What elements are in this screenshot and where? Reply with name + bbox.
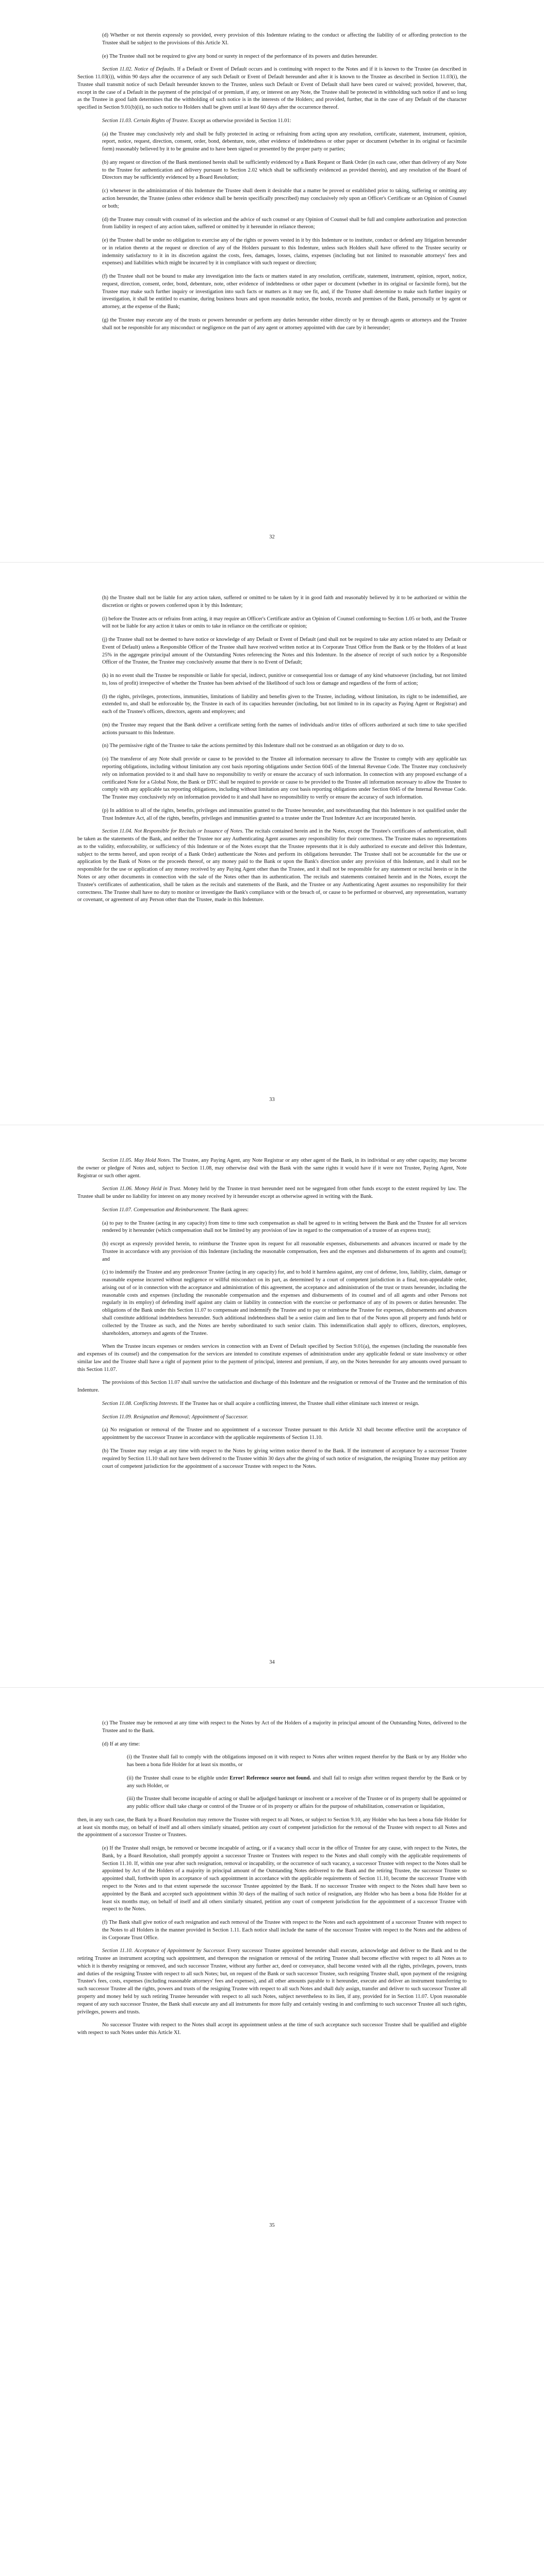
paragraph [77, 1220, 467, 1235]
page-number: 34 [269, 1659, 275, 1666]
page-number: 32 [269, 534, 275, 540]
paragraph-text: Except as otherwise provided in Section 11.01: [189, 117, 291, 124]
paragraph-text: The Bank agrees: [210, 1207, 249, 1213]
paragraph [77, 1379, 467, 1395]
paragraph [77, 1414, 467, 1421]
paragraph-text: and shall fail to resign after written request therefor by the Bank or by any such Holder, or [127, 1775, 467, 1789]
document-page [0, 1125, 544, 1688]
paragraph [77, 53, 467, 61]
paragraph-text: (g) the Trustee may execute any of the trusts or powers hereunder or perform any duties hereunder either directly or by or through agents or attorneys and the Trustee shall not be responsible for any misconduct or negligence on the part of any agent or attorney appointed with due care by it hereunder; [102, 317, 467, 331]
paragraph [77, 2022, 467, 2037]
paragraph-text: (b) The Trustee may resign at any time with respect to the Notes by giving written notice thereof to the Bank. If the instrument of acceptance by a successor Trustee required by Section 11.10 shall not have been delivered to the Trustee within 30 days after the giving of such notice of resignation, the resigning Trustee may petition any court of competent jurisdiction for the appointment of a successor Trustee with respect to the Notes. [102, 1448, 467, 1469]
paragraph [77, 693, 467, 716]
paragraph-text: then, in any such case, the Bank by a Board Resolution may remove the Trustee with respect to all Notes, or subject to Section 9.10, any Holder who has been a bona fide Holder for at least six months may, on behalf of itself and all others similarly situated, petition any court of competent jurisdiction for the removal of the Trustee with respect to all Notes and the appointment of a successor Trustee or Trustees. [77, 1817, 467, 1838]
paragraph [77, 317, 467, 332]
paragraph-text: (h) the Trustee shall not be liable for any action taken, suffered or omitted to be taken by it in good faith and reasonably believed by it to be authorized or within the discretion or rights or powers conferred upon it by this Indenture; [102, 595, 467, 608]
section-heading: Section 11.05. May Hold Notes. [102, 1158, 171, 1163]
paragraph [77, 1269, 467, 1337]
section-heading: Section 11.09. Resignation and Removal; Appointment of Successor. [102, 1414, 249, 1420]
page-number: 35 [269, 2223, 275, 2229]
paragraph [77, 1343, 467, 1374]
document-page [0, 0, 544, 563]
paragraph [77, 828, 467, 904]
paragraph-text: (c) whenever in the administration of this Indenture the Trustee shall deem it desirable that a matter be proved or established prior to taking, suffering or omitting any action hereunder, the Trustee (unless other evidence shall be herein specifically prescribed) may conclusively rely upon an Officer's Certificate or an Opinion of Counsel or both; [102, 188, 467, 209]
paragraph [77, 1241, 467, 1263]
paragraph-text: (d) If at any time: [102, 1741, 140, 1747]
paragraph [77, 66, 467, 112]
document-page [0, 563, 544, 1125]
paragraph [77, 1157, 467, 1180]
paragraph [77, 616, 467, 631]
paragraph-text: (c) to indemnify the Trustee and any predecessor Trustee (acting in any capacity) for, and to hold it harmless against, any cost of defense, loss, liability, claim, damage or reasonable expense incurred without negligence or willful misconduct on its part, as determined by a court of competent jurisdiction in a final, non-appealable order, arising out of or in connection with the acceptance and administration of this agreement, the acceptance and administration of the trust or trusts hereunder, including the reasonable costs and expenses (including the reasonable compensation and the expenses and disbursements of its counsel and of all agents and other Persons not regularly in its employ) of defending itself against any claim or liability in connection with the exercise or performance of any of its powers or duties hereunder. The obligations of the Bank under this Section 11.07 to compensate and indemnify the Trustee and to pay or reimburse the Trustee for expenses, disbursements and advances shall constitute additional indebtedness hereunder. Such additional indebtedness shall be a senior claim and lien to that of the Notes upon all property and funds held or collected by the Trustee as such, and the Notes are hereby subordinated to such senior claim. This indemnification shall apply to officers, directors, employees, shareholders, attorneys and agents of the Trustee. [102, 1269, 467, 1336]
paragraph-text: The provisions of this Section 11.07 shall survive the satisfaction and discharge of this Indenture and the resignation or removal of the Trustee and the termination of this Indenture. [77, 1380, 467, 1394]
paragraph-text: (a) the Trustee may conclusively rely and shall be fully protected in acting or refraining from acting upon any resolution, certificate, statement, instrument, opinion, report, notice, request, direction, consent, order, bond, debenture, note, other evidence of indebtedness or other paper or document (whether in its original or facsimile form) reasonably believed by it to be genuine and to have been signed or presented by the proper party or parties; [102, 131, 467, 152]
paragraph-text: (i) before the Trustee acts or refrains from acting, it may require an Officer's Certificate and/or an Opinion of Counsel conforming to Section 1.05 or both, and the Trustee will not be liable for any action it takes or omits to take in reliance on the certificate or opinion; [102, 616, 467, 630]
paragraph [77, 188, 467, 210]
paragraph-text: (k) in no event shall the Trustee be responsible or liable for special, indirect, punitive or consequential loss or damage of any kind whatsoever (including, but not limited to, loss of profit) irrespective of whether the Trustee has been advised of the likelihood of such loss or damage and regardless of the form of action; [102, 673, 467, 686]
paragraph-text: (i) the Trustee shall fail to comply with the obligations imposed on it with respect to Notes after written request therefor by the Bank or by any Holder who has been a bona fide Holder for at least six months, or [127, 1754, 467, 1768]
paragraph [77, 1448, 467, 1470]
paragraph-text: (a) No resignation or removal of the Trustee and no appointment of a successor Trustee pursuant to this Article XI shall become effective until the acceptance of appointment by the successor Trustee in accordance with the applicable requirements of Section 11.10. [102, 1427, 467, 1441]
paragraph [77, 1741, 467, 1749]
section-heading: Section 11.02. Notice of Defaults. [102, 66, 176, 73]
paragraph [77, 159, 467, 182]
paragraph [77, 1720, 467, 1735]
section-heading: Section 11.08. Conflicting Interests. [102, 1400, 179, 1406]
section-heading: Section 11.06. Money Held in Trust. [102, 1186, 182, 1192]
paragraph-text: (b) any request or direction of the Bank mentioned herein shall be sufficiently evidenced by a Bank Request or Bank Order (in each case, other than delivery of any Note to the Trustee for authentication and delivery pursuant to Section 2.02 which shall be sufficiently evidenced as provided therein), and any resolution of the Board of Directors may be sufficiently evidenced by a Board Resolution; [102, 159, 467, 181]
paragraph-text: (f) the Trustee shall not be bound to make any investigation into the facts or matters stated in any resolution, certificate, statement, instrument, opinion, report, notice, request, direction, consent, order, bond, debenture, note, other evidence of indebtedness or other paper or document (whether in its original or facsimile form), but the Trustee may make such further inquiry or investigation into such facts or matters as it may see fit, and, if the Trustee shall determine to make such further inquiry or investigation, it shall be entitled to examine, during business hours and upon reasonable notice, the books, records and premises of the Bank, personally or by agent or attorney, at the expense of the Bank; [102, 274, 467, 310]
paragraph-text: (m) the Trustee may request that the Bank deliver a certificate setting forth the names of individuals and/or titles of officers authorized at such time to take specified actions pursuant to this Indenture. [102, 722, 467, 736]
section-heading: Section 11.07. Compensation and Reimbursement. [102, 1207, 210, 1213]
paragraph [77, 131, 467, 154]
reference-error: Error! Reference source not found. [229, 1775, 311, 1781]
paragraph-text: (c) The Trustee may be removed at any time with respect to the Notes by Act of the Holders of a majority in principal amount of the Outstanding Notes, delivered to the Trustee and to the Bank. [102, 1720, 467, 1734]
paragraph-text: (b) except as expressly provided herein, to reimburse the Trustee upon its request for all reasonable expenses, disbursements and advances incurred or made by the Trustee in accordance with any provision of this Indenture (including the reasonable compensation, fees and the expenses and disbursements of its agents and counsel); and [102, 1241, 467, 1262]
paragraph-text: The recitals contained herein and in the Notes, except the Trustee's certificates of authentication, shall be taken as the statements of the Bank, and neither the Trustee nor any Authenticating Agent assumes any responsibility for their correctness. The Trustee makes no representations as to the validity, enforceability, or sufficiency of this Indenture or of the Notes except that the Trustee represents that it is duly authorized to execute and deliver this Indenture, subject to the terms hereof, and upon receipt of a Bank Order) authenticate the Notes and perform its obligations hereunder. The Trustee shall not be accountable for the use or application by the Bank of Notes or the proceeds thereof, or any money paid to the Bank or upon the Bank's direction under any provision of this Indenture, and it shall not be responsible for the use or application of any money received by any Paying Agent other than the Trustee, and it shall not be responsible for any statement or recital herein or in the Notes or any other documents in connection with the sale of the Notes other than its authentication. The recitals and statements contained herein and in the Notes, except the Trustee's certificates of authentication, shall be taken as the recitals and statements of the Bank, and the Trustee or any Authenticating Agent assumes no responsibility for their correctness. The Trustee shall have no duty to monitor or investigate the Bank's compliance with or the breach of, or cause to be performed or observed, any representation, warranty or covenant, or agreement of any Person other than the Trustee, made in this Indenture. [77, 828, 467, 903]
paragraph-text: (f) The Bank shall give notice of each resignation and each removal of the Trustee with respect to the Notes and each appointment of a successor Trustee with respect to the Notes to all Holders in the manner provided in Section 1.11. Each notice shall include the name of the successor Trustee with respect to the Notes and the address of its Corporate Trust Office. [102, 1920, 467, 1941]
paragraph-text: (p) In addition to all of the rights, benefits, privileges and immunities granted to the Trustee hereunder, and notwithstanding that this Indenture is not qualified under the Trust Indenture Act, all of the rights, benefits, privileges and immunities granted to a trustee under the Trust Indenture Act are incorporated herein. [102, 807, 467, 821]
paragraph-text: Money held by the Trustee in trust hereunder need not be segregated from other funds except to the extent required by law. The Trustee shall be under no liability for interest on any money received by it hereunder except as otherwise agreed in writing with the Bank. [77, 1186, 467, 1200]
paragraph-text: (d) Whether or not therein expressly so provided, every provision of this Indenture relating to the conduct or affecting the liability of or affording protection to the Trustee shall be subject to the provisions of this Article XI. [102, 32, 467, 46]
paragraph-text: (e) If the Trustee shall resign, be removed or become incapable of acting, or if a vacancy shall occur in the office of Trustee for any cause, with respect to the Notes, the Bank, by a Board Resolution, shall promptly appoint a successor Trustee or Trustees with respect to the Notes and shall comply with the applicable requirements of Section 11.10. If, within one year after such resignation, removal or incapability, or the occurrence of such vacancy, a successor Trustee with respect to the Notes shall be appointed by Act of the Holders of a majority in principal amount of the Outstanding Notes delivered to the Bank and the retiring Trustee, the successor Trustee so appointed shall, forthwith upon its acceptance of such appointment in accordance with the applicable requirements of Section 11.10, become the successor Trustee with respect to the Notes and to that extent supersede the successor Trustee appointed by the Bank. If no successor Trustee with respect to the Notes shall have been so appointed by the Bank and accepted such appointment within 30 days of the mailing of such notice of resignation, any Holder who has been a bona fide Holder for at least six months may, on behalf of itself and all others similarly situated, petition any court of competent jurisdiction for the appointment of a successor Trustee with respect to the Notes. [102, 1845, 467, 1912]
paragraph-text: No successor Trustee with respect to the Notes shall accept its appointment unless at the time of such acceptance such successor Trustee shall be qualified and eligible with respect to such Notes under this Article XI. [77, 2022, 467, 2036]
paragraph-text: (iii) the Trustee shall become incapable of acting or shall be adjudged bankrupt or insolvent or a receiver of the Trustee or of its property shall be appointed or any public officer shall take charge or control of the Trustee or of its property or affairs for the purpose of rehabilitation, conservation or liquidation, [127, 1796, 467, 1810]
paragraph [77, 1400, 467, 1408]
paragraph [77, 756, 467, 802]
paragraph-text: (j) the Trustee shall not be deemed to have notice or knowledge of any Default or Event of Default (and shall not be required to take any action related to any Default or Event of Default) unless a Responsible Officer of the Trustee shall have received written notice at its Corporate Trust Office from the Bank or by the Holders of at least 25% in the aggregate principal amount of the Outstanding Notes referencing the Notes and this Indenture. In the absence of receipt of such notice by a Responsible Officer of the Trustee, the Trustee may conclusively assume that there is no Event of Default; [102, 637, 467, 666]
paragraph [77, 1207, 467, 1214]
paragraph [77, 722, 467, 737]
paragraph [77, 742, 467, 750]
paragraph [77, 216, 467, 232]
paragraph [77, 1795, 467, 1811]
page-number: 33 [269, 1097, 275, 1103]
section-heading: Section 11.10. Acceptance of Appointment by Successor. [102, 1948, 226, 1954]
paragraph-text: (a) to pay to the Trustee (acting in any capacity) from time to time such compensation as shall be agreed to in writing between the Bank and the Trustee for all services rendered by it hereunder (which compensation shall not be limited by any provision of law in regard to the compensation of a trustee of an express trust); [102, 1220, 467, 1234]
paragraph [77, 1775, 467, 1790]
section-heading: Section 11.04. Not Responsible for Recitals or Issuance of Notes. [102, 828, 244, 835]
paragraph [77, 1427, 467, 1442]
section-heading: Section 11.03. Certain Rights of Trustee. [102, 117, 189, 124]
paragraph-text: The Trustee, any Paying Agent, any Note Registrar or any other agent of the Bank, in its individual or any other capacity, may become the owner or pledgee of Notes and, subject to Section 11.08, may otherwise deal with the Bank with the same rights it would have if it were not Trustee, Paying Agent, Note Registrar or such other agent. [77, 1158, 467, 1179]
paragraph [77, 32, 467, 47]
paragraph [77, 117, 467, 125]
paragraph-text: (n) The permissive right of the Trustee to take the actions permitted by this Indenture shall not be construed as an obligation or duty to do so. [102, 743, 404, 749]
document-page [0, 1688, 544, 2250]
paragraph [77, 273, 467, 311]
paragraph-text: (e) the Trustee shall be under no obligation to exercise any of the rights or powers vested in it by this Indenture or to institute, conduct or defend any litigation hereunder or in relation thereto at the request or direction of any of the Holders pursuant to this Indenture, unless such Holders shall have offered to the Trustee security or indemnity satisfactory to it in its discretion against the costs, fees, damages, losses, claims, expenses (including but not limited to reasonable attorneys' fees and expenses) and liabilities which might be incurred by it in compliance with such request or direction; [102, 238, 467, 266]
paragraph-text: If the Trustee has or shall acquire a conflicting interest, the Trustee shall either eliminate such interest or resign. [178, 1400, 419, 1406]
paragraph [77, 1817, 467, 1839]
paragraph-text: (e) The Trustee shall not be required to give any bond or surety in respect of the performance of its powers and duties hereunder. [102, 53, 378, 59]
paragraph [77, 1185, 467, 1201]
paragraph [77, 237, 467, 267]
paragraph-text: (o) The transferor of any Note shall provide or cause to be provided to the Trustee all information necessary to allow the Trustee to comply with any applicable tax reporting obligations, including without limitation any cost basis reporting obligations under Section 6045 of the Internal Revenue Code. The Trustee may conclusively rely on information provided to it and shall have no responsibility to verify or ensure the accuracy of such information. In connection with any proposed exchange of a certificated Note for a Global Note, the Bank or DTC shall be required to provide or cause to be provided to the Trustee all information necessary to allow the Trustee to comply with any applicable tax reporting obligations, including without limitation any cost basis reporting obligations under Section 6045 of the Internal Revenue Code. The Trustee may conclusively rely on information provided to it and shall have no responsibility to verify or ensure the accuracy of such information. [102, 756, 467, 801]
paragraph [77, 636, 467, 667]
paragraph [77, 807, 467, 823]
paragraph [77, 672, 467, 688]
paragraph [77, 1919, 467, 1942]
paragraph-text: (d) the Trustee may consult with counsel of its selection and the advice of such counsel or any Opinion of Counsel shall be full and complete authorization and protection from liability in respect of any action taken, suffered or omitted by it hereunder in reliance thereon; [102, 216, 467, 230]
paragraph-text: If a Default or Event of Default occurs and is continuing with respect to the Notes and if it is known to the Trustee (as described in Section 11.03(i)), within 90 days after the occurrence of any such Default or Event of Default hereunder and after it is known to the Trustee as described in Section 11.03(i), the Trustee shall transmit notice of such Default hereunder known to the Trustee, unless such Default or Event of Default shall have been cured or waived; provided, however, that, except in the case of a Default in the payment of the principal of or premium, if any, or interest on any Note, the Trustee shall be protected in withholding such notice if and so long as the Trustee in good faith determines that the withholding of such notice is in the interests of the Holders; and provided, further, that in the case of any Default of the character specified in Section 9.01(b)(ii), no such notice to Holders shall be given until at least 60 days after the occurrence thereof. [77, 66, 467, 111]
paragraph [77, 1845, 467, 1913]
paragraph-text: (ii) the Trustee shall cease to be eligible under [127, 1775, 230, 1781]
paragraph-text: (l) the rights, privileges, protections, immunities, limitations of liability and benefits given to the Trustee, including, without limitation, its right to be indemnified, are extended to, and shall be enforceable by, the Trustee in each of its capacities hereunder (including, but not limited to in its capacity as Paying Agent or Registrar) and each of the Trustee's officers, directors, agents and employees; and [102, 693, 467, 715]
paragraph-text: Every successor Trustee appointed hereunder shall execute, acknowledge and deliver to the Bank and to the retiring Trustee an instrument accepting such appointment, and thereupon the resignation or removal of the retiring Trustee shall become effective with respect to all Notes as to which it is thereby resigning or removed, and such successor Trustee, without any further act, deed or conveyance, shall become vested with all the rights, privileges, powers, trusts and duties of the resigning Trustee with respect to all such Notes; but, on request of the Bank or such successor Trustee, such resigning Trustee shall, upon payment of the resigning Trustee's fees, costs, expenses (including reasonable attorneys' fees and expenses), and all other amounts payable to it hereunder, execute and deliver an instrument transferring to such successor Trustee all the rights, powers and trusts of the resigning Trustee with respect to all such Notes and shall duly assign, transfer and deliver to such successor Trustee all property and money held by such retiring Trustee hereunder with respect to all such Notes, subject nevertheless to its lien, if any, provided for in Section 11.07. Upon reasonable request of any such successor Trustee, the Bank shall execute any and all instruments for more fully and certainly vesting in and confirming to such successor Trustee all such rights, privileges, powers and trusts. [77, 1948, 467, 2015]
paragraph-text: When the Trustee incurs expenses or renders services in connection with an Event of Default specified by Section 9.01(a), the expenses (including the reasonable fees and expenses of its counsel) and the compensation for the services are intended to constitute expenses of administration under any applicable federal or state insolvency or other similar law and the Trustee shall have a right of payment prior to the payment of principal, interest and premium, if any, on the Notes hereunder for any amounts owed pursuant to this Section 11.07. [77, 1344, 467, 1372]
paragraph [77, 595, 467, 610]
paragraph [77, 1947, 467, 2016]
paragraph [77, 1754, 467, 1769]
